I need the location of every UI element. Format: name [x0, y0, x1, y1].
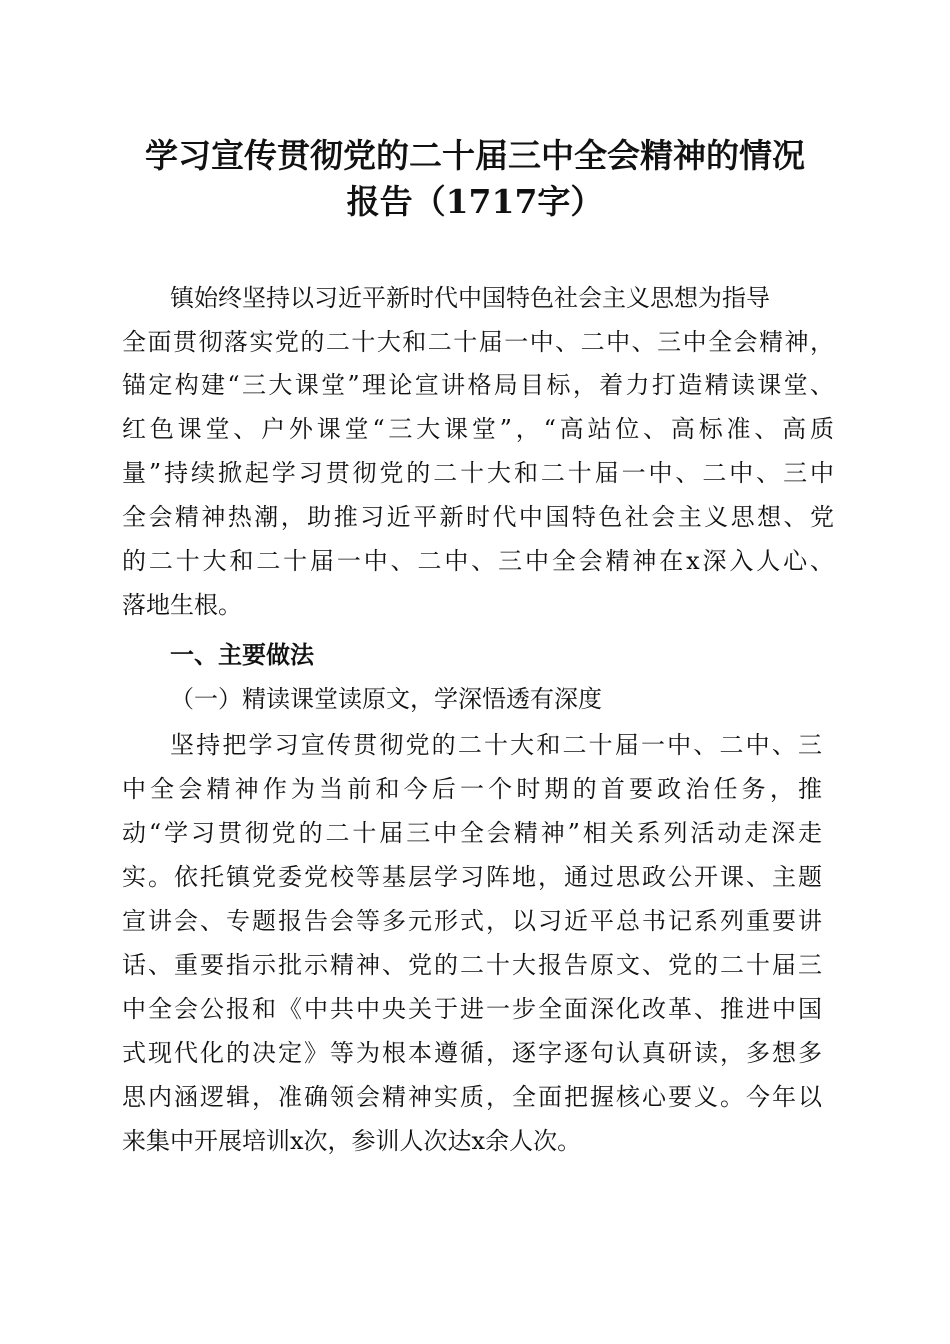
title-line-2: 报告（1717字） [346, 182, 604, 221]
intro-line: 落地生根。 [122, 591, 242, 619]
subsection-heading: （一）精读课堂读原文，学深悟透有深度 [170, 685, 602, 713]
body-line: 话、重要指示批示精神、党的二十大报告原文、党的二十届三 [122, 951, 822, 979]
body-line: 宣讲会、专题报告会等多元形式，以习近平总书记系列重要讲 [122, 907, 822, 935]
body-line: 坚持把学习宣传贯彻党的二十大和二十届一中、二中、三 [170, 731, 822, 759]
body-line: 动“学习贯彻党的二十届三中全会精神”相关系列活动走深走 [122, 819, 822, 847]
intro-line: 量”持续掀起学习贯彻党的二十大和二十届一中、二中、三中 [122, 459, 834, 487]
intro-line: 镇始终坚持以习近平新时代中国特色社会主义思想为指导 [170, 284, 770, 312]
body-line: 思内涵逻辑，准确领会精神实质，全面把握核心要义。今年以 [122, 1083, 822, 1111]
body-line: 实。依托镇党委党校等基层学习阵地，通过思政公开课、主题 [122, 863, 822, 891]
body-line: 中全会精神作为当前和今后一个时期的首要政治任务，推 [122, 775, 822, 803]
intro-line: 全会精神热潮，助推习近平新时代中国特色社会主义思想、党 [122, 503, 834, 531]
document-title [0, 133, 950, 225]
title-line-1: 学习宣传贯彻党的二十届三中全会精神的情况 [145, 136, 805, 175]
intro-line: 的二十大和二十届一中、二中、三中全会精神在x深入人心、 [122, 547, 834, 575]
body-line: 中全会公报和《中共中央关于进一步全面深化改革、推进中国 [122, 995, 822, 1023]
body-line: 式现代化的决定》等为根本遵循，逐字逐句认真研读，多想多 [122, 1039, 822, 1067]
intro-line: 锚定构建“三大课堂”理论宣讲格局目标，着力打造精读课堂、 [122, 371, 834, 399]
intro-line: 全面贯彻落实党的二十大和二十届一中、二中、三中全会精神， [122, 328, 834, 356]
intro-line: 红色课堂、户外课堂“三大课堂”，“高站位、高标准、高质 [122, 415, 834, 443]
body-line: 来集中开展培训x次，参训人次达x余人次。 [122, 1127, 582, 1155]
section-heading: 一、主要做法 [170, 640, 314, 669]
